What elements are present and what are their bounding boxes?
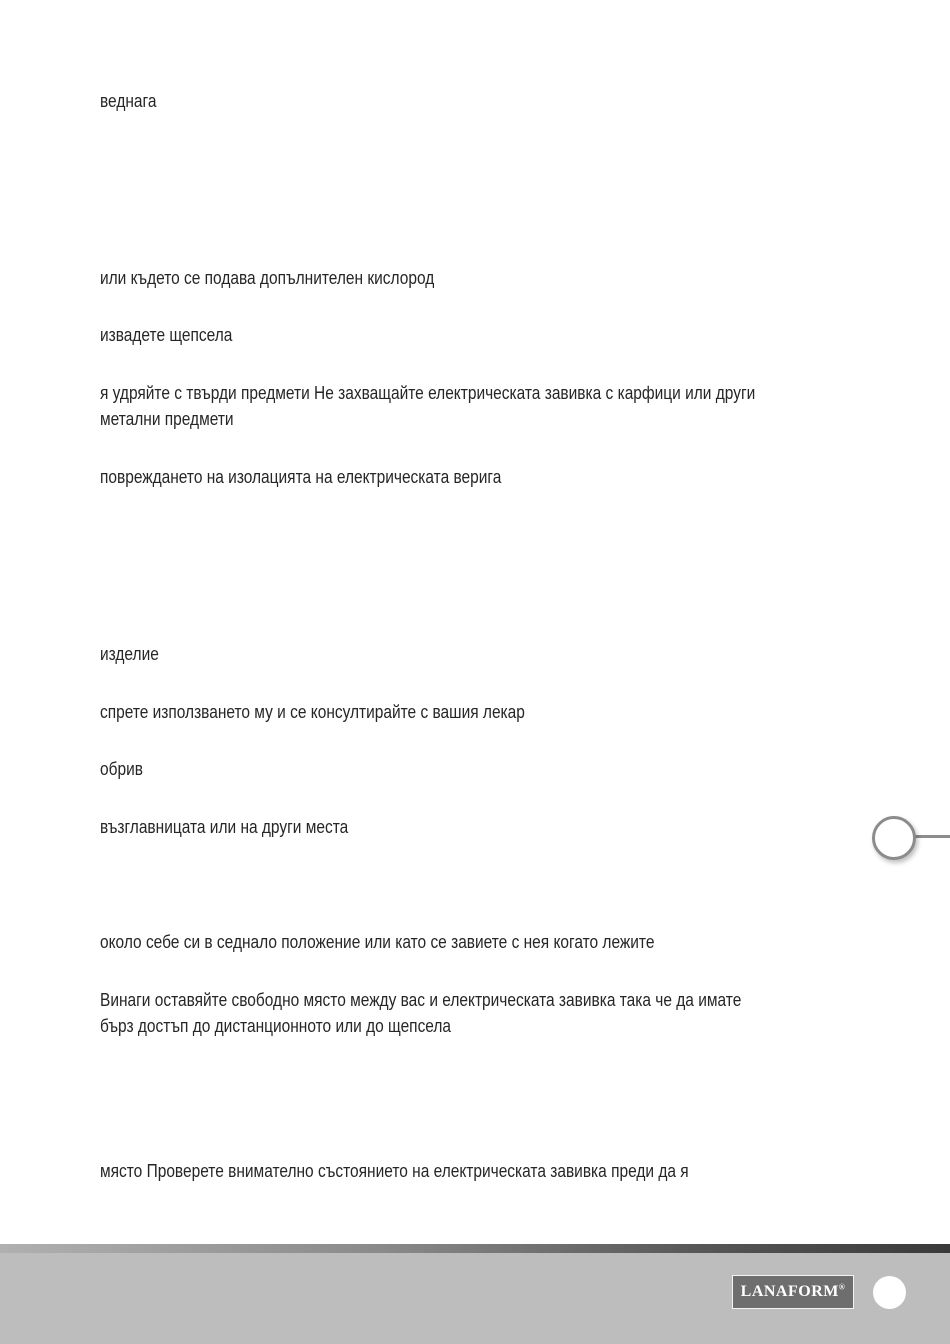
section-tab-line (913, 835, 950, 838)
lanaform-logo (732, 1275, 854, 1309)
registered-mark: ® (838, 1282, 846, 1292)
text-line: изделие (100, 644, 159, 664)
text-line: извадете щепсела (100, 325, 233, 345)
text-line: обрив (100, 759, 143, 779)
text-line: я удряйте с твърди предмети Не захващайте електрическата завивка с карфици или други (100, 383, 756, 403)
logo-text: LANAFORM (740, 1283, 839, 1300)
section-tab-circle (872, 816, 916, 860)
text-line: място Проверете внимателно състоянието на електрическата завивка преди да я (100, 1161, 689, 1181)
text-line: повреждането на изолацията на електрическата верига (100, 467, 502, 487)
text-line: Винаги оставяйте свободно място между вас и електрическата завивка така че да имате (100, 990, 742, 1010)
text-line: около себе си в седнало положение или като се завиете с нея когато лежите (100, 932, 655, 952)
text-line: възглавницата или на други места (100, 817, 349, 837)
text-line: веднага (100, 91, 157, 111)
text-line: бърз достъп до дистанционното или до щепсела (100, 1016, 452, 1036)
page-number-circle (873, 1276, 906, 1309)
footer-gradient-bar (0, 1244, 950, 1253)
text-line: спрете използването му и се консултирайте с вашия лекар (100, 702, 525, 722)
text-line: метални предмети (100, 409, 234, 429)
text-line: или където се подава допълнителен кислород (100, 268, 435, 288)
